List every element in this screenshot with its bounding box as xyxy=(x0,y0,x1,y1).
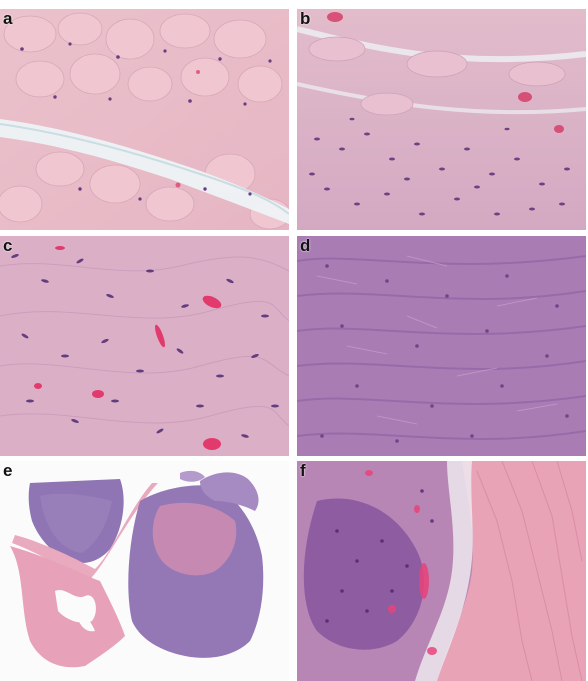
panel-a-micrograph xyxy=(0,9,289,230)
panel-a-image xyxy=(0,9,289,230)
panel-f-micrograph xyxy=(297,461,586,681)
panel-label-d: d xyxy=(300,236,311,255)
panel-b-image xyxy=(297,9,586,230)
panel-e-whole-mount xyxy=(0,461,289,681)
panel-f-image xyxy=(297,461,586,681)
panel-label-e: e xyxy=(3,461,13,480)
panel-c-micrograph xyxy=(0,236,289,456)
panel-b-micrograph xyxy=(297,9,586,230)
panel-d-image xyxy=(297,236,586,456)
panel-c-image xyxy=(0,236,289,456)
panel-label-a: a xyxy=(3,9,13,28)
panel-e-image xyxy=(0,461,289,681)
panel-label-c: c xyxy=(3,236,13,255)
panel-label-b: b xyxy=(300,9,311,28)
panel-d-micrograph xyxy=(297,236,586,456)
panel-label-f: f xyxy=(300,461,306,480)
